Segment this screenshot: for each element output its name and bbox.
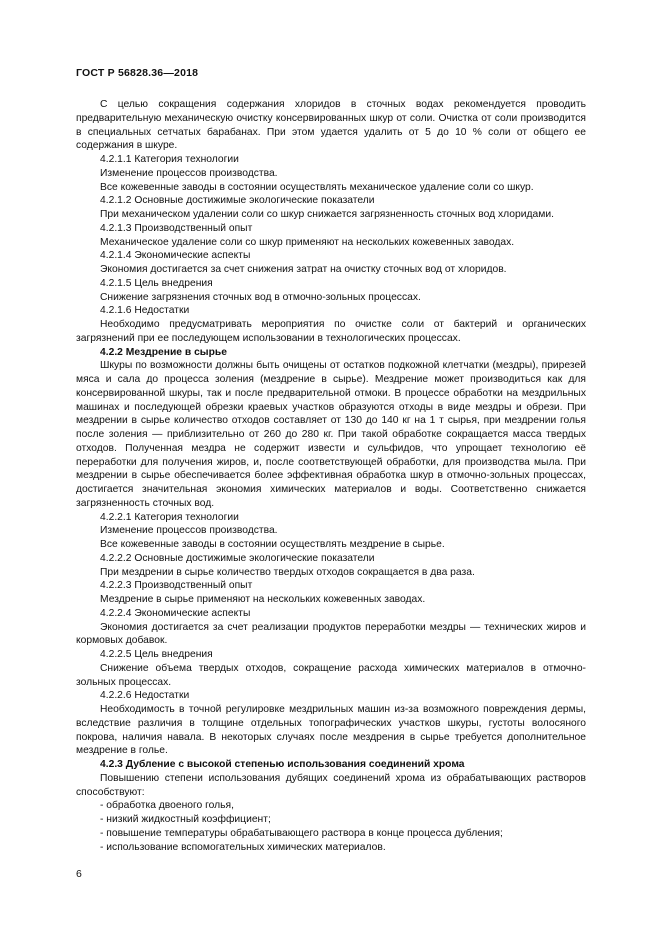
paragraph: Повышению степени использования дубящих соединений хрома из обрабатывающих растворов способствуют: (76, 772, 586, 798)
subsection-title: 4.2.1.2 Основные достижимые экологические показатели (100, 195, 375, 207)
subsection-title: 4.2.1.3 Производственный опыт (100, 222, 253, 234)
list-item: - использование вспомогательных химических материалов. (100, 841, 386, 853)
paragraph: При мездрении в сырье количество твердых отходов сокращается в два раза. (100, 566, 475, 578)
paragraph: Все кожевенные заводы в состоянии осуществлять механическое удаление соли со шкур. (100, 181, 534, 193)
paragraph: Все кожевенные заводы в состоянии осуществлять мездрение в сырье. (100, 539, 445, 550)
subsection-title: 4.2.1.5 Цель внедрения (100, 277, 213, 289)
paragraph: Необходимо предусматривать мероприятия по очистке соли от бактерий и органических загрязнений при ее последующем использовании в технологических процессах. (76, 319, 586, 344)
subsection-title: 4.2.1.6 Недостатки (100, 305, 190, 317)
paragraph: Механическое удаление соли со шкур применяют на нескольких кожевенных заводах. (100, 236, 515, 248)
paragraph: Экономия достигается за счет снижения затрат на очистку сточных вод от хлоридов. (100, 264, 507, 275)
paragraph: Шкуры по возможности должны быть очищены от остатков подкожной клетчатки (мездры), прирезей мяса и сала до процесса золения (мездрение в сырье). Мездрение может производиться как для консервированной шкуры, так и после предварительной отмоки. В процессе обработки на мездрильных машинах и последующей обрезки краевых участков образуются отходы в виде мездры и обрези. При мездрении в сырье количество отходов составляет от 130 до 140 кг на 1 т сырья, при мездрении голья после золения — приблизительно от 260 до 280 кг. При такой обработке сокращается масса твердых отходов. Полученная мездра не содержит извести и сульфидов, что упрощает технологию её переработки для получения жиров, и, после соответствующей обработки, для производства мыла. При мездрении в сырье обеспечивается более эффективная обработка шкур в отмочно-зольных процессах, достигается значительная экономия химических материалов и воды. Соответственно снижается загрязненность сточных вод. (76, 360, 586, 509)
list-item: - повышение температуры обрабатывающего раствора в конце процесса дубления; (100, 827, 503, 839)
paragraph: Изменение процессов производства. (100, 167, 278, 179)
subsection-title: 4.2.1.1 Категория технологии (100, 154, 239, 165)
paragraph: Мездрение в сырье применяют на нескольких кожевенных заводах. (100, 594, 426, 605)
paragraph: Снижение загрязнения сточных вод в отмочно-зольных процессах. (100, 291, 421, 303)
list-item: - низкий жидкостный коэффициент; (100, 814, 271, 825)
page-content (76, 98, 586, 854)
section-heading: 4.2.2 Мездрение в сырье (100, 346, 227, 358)
paragraph: Необходимость в точной регулировке мездрильных машин из-за возможного повреждения дермы, вследствие различия в толщине отдельных топографических участков шкуры, густоты волосяного покрова, наличия навала. В некоторых случаях после мездрения в сырье требуется дополнительное мездрение в голье. (76, 704, 586, 757)
subsection-title: 4.2.2.5 Цель внедрения (100, 649, 213, 660)
paragraph: Снижение объема твердых отходов, сокращение расхода химических материалов в отмочно-зольных процессах. (76, 662, 586, 688)
document-header: ГОСТ Р 56828.36—2018 (76, 67, 199, 79)
subsection-title: 4.2.2.1 Категория технологии (100, 511, 239, 523)
subsection-title: 4.2.2.4 Экономические аспекты (100, 607, 251, 619)
section-heading: 4.2.3 Дубление с высокой степенью использования соединений хрома (100, 759, 465, 770)
subsection-title: 4.2.2.3 Производственный опыт (100, 580, 253, 592)
subsection-title: 4.2.2.2 Основные достижимые экологические показатели (100, 552, 375, 564)
page-number: 6 (76, 868, 82, 880)
paragraph: Экономия достигается за счет реализации продуктов переработки мездры — технических жиров и кормовых добавок. (76, 621, 586, 647)
paragraph: При механическом удалении соли со шкур снижается загрязненность сточных вод хлоридами. (100, 209, 554, 220)
list-item: - обработка двоеного голья, (100, 800, 234, 812)
paragraph: С целью сокращения содержания хлоридов в сточных водах рекомендуется проводить предварительную механическую очистку консервированных шкур от соли. Очистка от соли производится в специальных сетчатых барабанах. При этом удается удалить от 5 до 10 % соли от общего ее содержания в шкуре. (76, 99, 586, 152)
paragraph: Изменение процессов производства. (100, 525, 278, 537)
subsection-title: 4.2.1.4 Экономические аспекты (100, 250, 251, 262)
subsection-title: 4.2.2.6 Недостатки (100, 690, 190, 702)
